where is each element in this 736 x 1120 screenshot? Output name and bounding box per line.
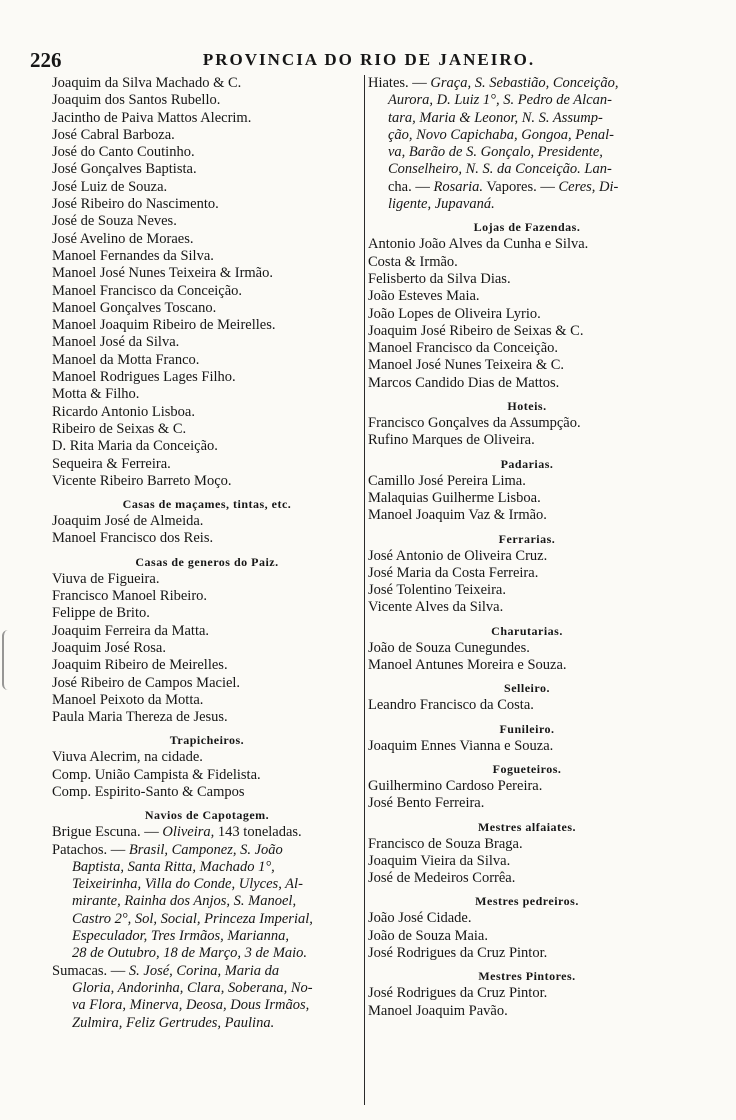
lancha-line xyxy=(368,179,686,196)
hiates-line xyxy=(368,75,686,92)
list-item: Joaquim Vieira da Silva. xyxy=(368,852,511,869)
list-item: Paula Maria Thereza de Jesus. xyxy=(52,709,228,726)
ship-names: mirante, Rainha dos Anjos, S. Manoel, xyxy=(72,893,297,910)
ship-names: Castro 2°, Sol, Social, Princeza Imperial, xyxy=(72,910,313,927)
list-item: Camillo José Pereira Lima. xyxy=(368,472,526,489)
section-heading-trapicheiros: Trapicheiros. xyxy=(169,733,245,748)
list-item: José Antonio de Oliveira Cruz. xyxy=(368,547,548,564)
list-item: José Rodrigues da Cruz Pintor. xyxy=(368,985,548,1002)
brigue-line xyxy=(52,824,362,841)
section-heading-navios: Navios de Capotagem. xyxy=(144,808,270,823)
patachos-label: Patachos. — xyxy=(52,841,126,858)
list-item: José Maria da Costa Ferreira. xyxy=(368,564,539,581)
ship-names: Especulador, Tres Irmãos, Marianna, xyxy=(72,928,289,945)
margin-mark xyxy=(2,630,22,690)
brigue-name: Oliveira, xyxy=(162,824,215,841)
list-item: José do Canto Coutinho. xyxy=(52,144,195,161)
sumacas-line xyxy=(52,963,362,980)
list-item: Joaquim Ferreira da Matta. xyxy=(52,622,210,639)
list-item: Manoel Rodrigues Lages Filho. xyxy=(52,369,236,386)
list-item: Manoel Antunes Moreira e Souza. xyxy=(368,657,567,674)
list-item: Antonio João Alves da Cunha e Silva. xyxy=(368,236,589,253)
list-item: João de Souza Cunegundes. xyxy=(368,639,530,656)
list-item: João José Cidade. xyxy=(368,910,472,927)
list-item: Manoel Joaquim Pavão. xyxy=(368,1002,508,1019)
list-item: Manoel Francisco dos Reis. xyxy=(52,530,214,547)
ship-names: tara, Maria & Leonor, N. S. Assump- xyxy=(388,109,603,126)
section-heading-funileiro: Funileiro. xyxy=(499,721,555,736)
left-column xyxy=(52,75,362,1032)
ship-names: va, Barão de S. Gonçalo, Presidente, xyxy=(388,144,603,161)
list-item: José Avelino de Moraes. xyxy=(52,230,194,247)
list-item: Joaquim dos Santos Rubello. xyxy=(52,92,221,109)
list-item: Motta & Filho. xyxy=(52,386,140,403)
vapores-names: Ceres, Di- xyxy=(558,178,619,195)
list-item: Viuva de Figueira. xyxy=(52,570,160,587)
brigue-label: Brigue Escuna. — xyxy=(52,824,159,841)
list-item: Manoel Francisco da Conceição. xyxy=(368,340,559,357)
list-item: José Ribeiro do Nascimento. xyxy=(52,196,219,213)
list-item: Francisco Manoel Ribeiro. xyxy=(52,588,208,605)
sumacas-label: Sumacas. — xyxy=(52,962,126,979)
section-heading-fazendas: Lojas de Fazendas. xyxy=(473,220,581,235)
ship-names: 28 de Outubro, 18 de Março, 3 de Maio. xyxy=(72,945,308,962)
list-item: Jacintho de Paiva Mattos Alecrim. xyxy=(52,109,252,126)
ship-names: ligente, Jupavaná. xyxy=(388,196,495,213)
list-item: Guilhermino Cardoso Pereira. xyxy=(368,777,543,794)
list-item: Manoel Joaquim Vaz & Irmão. xyxy=(368,507,547,524)
ship-names: Graça, S. Sebastião, Conceição, xyxy=(430,75,619,91)
page-number: 226 xyxy=(30,48,62,72)
list-item: José de Souza Neves. xyxy=(52,213,177,230)
list-item: Joaquim Ennes Vianna e Souza. xyxy=(368,737,554,754)
list-item: Francisco Gonçalves da Assumpção. xyxy=(368,415,581,432)
section-heading-alfaiates: Mestres alfaiates. xyxy=(477,819,577,834)
list-item: Felippe de Brito. xyxy=(52,605,150,622)
list-item: Joaquim José de Almeida. xyxy=(52,513,204,530)
lancha-name: Rosaria. xyxy=(433,178,484,195)
section-heading-ferrarias: Ferrarias. xyxy=(498,531,556,546)
list-item: José Luiz de Souza. xyxy=(52,178,168,195)
list-item: Leandro Francisco da Costa. xyxy=(368,697,534,714)
section-heading-selleiro: Selleiro. xyxy=(504,681,550,696)
section-heading-fogueteiros: Fogueteiros. xyxy=(492,761,562,776)
list-item: José Cabral Barboza. xyxy=(52,126,175,143)
list-item: Vicente Alves da Silva. xyxy=(368,599,504,616)
list-item: José Ribeiro de Campos Maciel. xyxy=(52,674,241,691)
patachos-line xyxy=(52,842,362,859)
vapores-label: Vapores. — xyxy=(486,178,555,195)
list-item: Ricardo Antonio Lisboa. xyxy=(52,403,195,420)
list-item: Manoel Francisco da Conceição. xyxy=(52,282,243,299)
ship-names: Teixeirinha, Villa do Conde, Ulyces, Al- xyxy=(72,876,303,893)
list-item: Manoel Peixoto da Motta. xyxy=(52,691,204,708)
list-item: Manoel Joaquim Ribeiro de Meirelles. xyxy=(52,317,276,334)
list-item: Viuva Alecrim, na cidade. xyxy=(52,749,203,766)
ship-names: Zulmira, Feliz Gertrudes, Paulina. xyxy=(72,1014,275,1031)
column-rule xyxy=(364,75,365,1105)
section-heading-hoteis: Hoteis. xyxy=(507,399,547,414)
section-heading-macames: Casas de maçames, tintas, etc. xyxy=(122,497,292,512)
list-item: Manoel José Nunes Teixeira & Irmão. xyxy=(52,265,273,282)
list-item: José de Medeiros Corrêa. xyxy=(368,870,516,887)
list-item: José Gonçalves Baptista. xyxy=(52,161,197,178)
ship-names: ção, Novo Capichaba, Gongoa, Penal- xyxy=(388,126,614,143)
list-item: Joaquim José Rosa. xyxy=(52,639,166,656)
list-item: Sequeira & Ferreira. xyxy=(52,455,171,472)
list-item: Francisco de Souza Braga. xyxy=(368,835,523,852)
list-item: Comp. União Campista & Fidelista. xyxy=(52,766,261,783)
ship-names: S. José, Corina, Maria da xyxy=(128,962,280,979)
list-item: Manoel José Nunes Teixeira & C. xyxy=(368,357,565,374)
section-heading-padarias: Padarias. xyxy=(500,456,554,471)
list-item: Rufino Marques de Oliveira. xyxy=(368,432,535,449)
list-item: Manoel Fernandes da Silva. xyxy=(52,247,214,264)
list-item: José Bento Ferreira. xyxy=(368,795,485,812)
page-header xyxy=(30,48,708,74)
list-item: D. Rita Maria da Conceição. xyxy=(52,438,218,455)
list-item: Felisberto da Silva Dias. xyxy=(368,270,511,287)
hiates-label: Hiates. — xyxy=(368,75,427,91)
lancha-label: cha. — xyxy=(388,178,430,195)
section-heading-generos: Casas de generos do Paiz. xyxy=(135,554,279,569)
section-heading-pedreiros: Mestres pedreiros. xyxy=(475,894,579,909)
list-item: Marcos Candido Dias de Mattos. xyxy=(368,374,560,391)
ship-names: Gloria, Andorinha, Clara, Soberana, No- xyxy=(72,979,313,996)
ship-names: Conselheiro, N. S. da Conceição. Lan- xyxy=(388,161,612,178)
list-item: Costa & Irmão. xyxy=(368,253,458,270)
list-item: Comp. Espirito-Santo & Campos xyxy=(52,783,245,800)
section-heading-pintores: Mestres Pintores. xyxy=(478,969,576,984)
page-title: PROVINCIA DO RIO DE JANEIRO. xyxy=(202,50,536,69)
list-item: Joaquim Ribeiro de Meirelles. xyxy=(52,657,228,674)
ship-names: Brasil, Camponez, S. João xyxy=(128,841,283,858)
list-item: Joaquim da Silva Machado & C. xyxy=(52,75,242,91)
list-item: Joaquim José Ribeiro de Seixas & C. xyxy=(368,322,584,339)
list-item: Manoel Gonçalves Toscano. xyxy=(52,299,217,316)
section-heading-charutarias: Charutarias. xyxy=(491,623,563,638)
right-column xyxy=(368,75,686,1020)
brigue-tonnage: 143 toneladas. xyxy=(217,824,302,841)
merchant-list xyxy=(52,75,362,490)
list-item: Manoel da Motta Franco. xyxy=(52,351,200,368)
list-item: Manoel José da Silva. xyxy=(52,334,180,351)
list-item: João Lopes de Oliveira Lyrio. xyxy=(368,305,541,322)
list-item: José Tolentino Teixeira. xyxy=(368,582,506,599)
list-item: João de Souza Maia. xyxy=(368,927,488,944)
list-item: João Esteves Maia. xyxy=(368,288,480,305)
ship-names: va Flora, Minerva, Deosa, Dous Irmãos, xyxy=(72,997,310,1014)
ship-names: Aurora, D. Luiz 1°, S. Pedro de Alcan- xyxy=(388,92,612,109)
list-item: Ribeiro de Seixas & C. xyxy=(52,420,187,437)
ship-names: Baptista, Santa Ritta, Machado 1°, xyxy=(72,858,275,875)
list-item: Malaquias Guilherme Lisboa. xyxy=(368,489,541,506)
list-item: Vicente Ribeiro Barreto Moço. xyxy=(52,472,232,489)
list-item: José Rodrigues da Cruz Pintor. xyxy=(368,944,548,961)
